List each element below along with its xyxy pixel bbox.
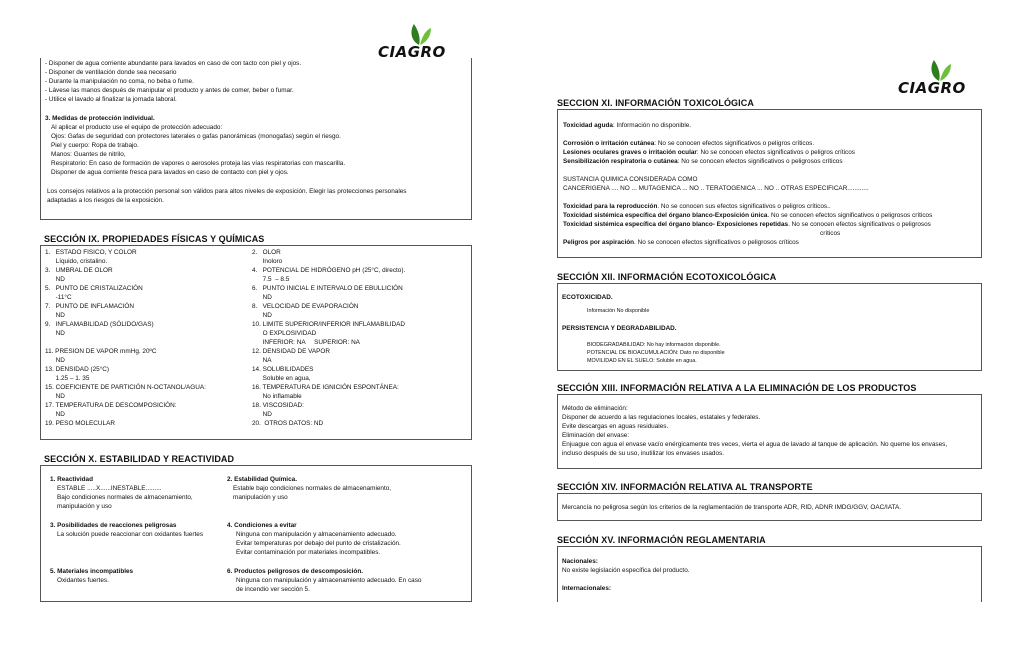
disposal-line: Eliminación del envase: — [562, 432, 630, 439]
reactivity-line: Bajo condiciones normales de almacenamiento, — [57, 494, 193, 501]
hazardous-reactions-title: 3. Posibilidades de reacciones peligrosas — [50, 522, 177, 529]
property-value: ND — [45, 357, 65, 364]
chem-stability-title: 2. Estabilidad Química. — [227, 476, 297, 483]
property-value: ND — [45, 330, 65, 337]
ecotoxicity-value: Información No disponible — [587, 308, 650, 314]
property-value: No inflamable — [252, 393, 302, 400]
tox-line: Toxicidad para la reproducción. No se conocen sus efectos significativos o peligros críticos.. — [563, 203, 831, 210]
acute-toxicity: Toxicidad aguda: Información no disponible. — [563, 122, 692, 129]
hazardous-reactions-line: La solución puede reaccionar con oxidantes fuertes — [57, 531, 204, 538]
section-12-title: SECCIÓN XII. INFORMACIÓN ECOTOXICOLÓGICA — [557, 272, 777, 282]
protection-box — [40, 58, 472, 220]
property-value: ND — [45, 393, 65, 400]
ppe-line: Al aplicar el producto use el equipo de protección adecuado: — [51, 124, 223, 131]
tox-line: Sensibilización respiratoria o cutánea: No se conocen efectos significativos o peligrosos críticos — [563, 158, 843, 165]
disposal-line: Método de eliminación: — [562, 405, 628, 412]
property-value: -11°C — [45, 294, 72, 301]
conditions-avoid-line: Evitar contaminación por materiales incompatibles. — [236, 549, 381, 556]
section-14-title: SECCIÓN XIV. INFORMACIÓN RELATIVA AL TRANSPORTE — [557, 482, 813, 492]
national-value: No existe legislación específica del producto. — [562, 567, 690, 574]
property-value: O EXPLOSIVIDAD — [252, 330, 317, 337]
conditions-avoid-line: Evitar temperaturas por debajo del punto de cristalización. — [236, 540, 401, 547]
tox-line: Toxicidad sistémica específica del órgano blanco- Exposiciones repetidas. No se conocen efectos significativos o peligrosos — [563, 221, 931, 228]
disposal-line: Evite descargas en aguas residuales. — [562, 423, 669, 430]
property-value: 1.25 – 1. 35 — [45, 375, 90, 382]
section-9-col2 — [252, 248, 462, 428]
transport-text: Mercancía no peligrosa según los criterios de la reglamentación de transporte ADR, RID, ADNR IMDG/GGV, OAC/IATA. — [562, 504, 902, 511]
conditions-avoid-title: 4. Condiciones a evitar — [227, 522, 297, 529]
ppe-line: Manos: Guantes de nitrilo, — [51, 151, 126, 158]
property-value: ND — [45, 411, 65, 418]
property-label: 7. PUNTO DE INFLAMACIÓN — [45, 303, 135, 310]
ppe-line: Respiratorio: En caso de formación de vapores o aerosoles proteja las vías respiratorias con mascarilla. — [51, 160, 346, 167]
property-label: 18. VISCOSIDAD: — [252, 402, 304, 409]
brand-name: CIAGRO — [378, 43, 446, 61]
property-label: 9. INFLAMABILIDAD (SÓLIDO/GAS) — [45, 321, 154, 328]
ciagro-logo-right — [898, 58, 982, 96]
decomposition-title: 6. Productos peligrosos de descomposición. — [227, 568, 364, 575]
section-13-title: SECCIÓN XIII. INFORMACIÓN RELATIVA A LA ELIMINACIÓN DE LOS PRODUCTOS — [557, 383, 917, 393]
chem-stability-line: Estable bajo condiciones normales de almacenamiento, — [233, 485, 392, 492]
disposal-line: Enjuague con agua el envase vacío enérgicamente tres veces, vierta el agua de lavado al tanque de aplicación. No queme los envases, — [562, 441, 948, 448]
property-label: 2. OLOR — [252, 249, 281, 256]
ppe-title: 3. Medidas de protección individual. — [45, 115, 155, 122]
property-label: 17. TEMPERATURA DE DESCOMPOSICIÓN: — [45, 402, 177, 409]
aspiration-hazard: Peligros por aspiración. No se conocen efectos significativos o peligrosos críticos — [563, 239, 799, 246]
property-label: 8. VELOCIDAD DE EVAPORACIÓN — [252, 303, 359, 310]
property-label: 14. SOLUBILIDADES — [252, 366, 314, 373]
property-value: Líquido, cristalino. — [45, 258, 108, 265]
ecotoxicity-label: ECOTOXICIDAD. — [562, 294, 613, 301]
reactivity-title: 1. Reactividad — [50, 476, 93, 483]
section-12-box — [557, 283, 982, 371]
section-15-box — [557, 546, 982, 602]
section-9-title: SECCIÓN IX. PROPIEDADES FÍSICAS Y QUÍMICAS — [44, 234, 265, 244]
property-label: 1. ESTADO FISICO, Y COLOR — [45, 249, 137, 256]
eco-line: BIODEGRADABILIDAD: No hay información disponible. — [587, 342, 721, 348]
property-label: 4. POTENCIAL DE HIDRÓGENO pH (25°C, directo). — [252, 267, 406, 274]
eco-line: POTENCIAL DE BIOACUMULACIÓN: Dato no disponible — [587, 350, 725, 356]
brand-name: CIAGRO — [898, 79, 966, 97]
substance-classified: SUSTANCIA QUIMICA CONSIDERADA COMO — [563, 176, 698, 183]
reactivity-line: ESTABLE .....X......INESTABLE......... — [57, 485, 162, 492]
cancer-classification: CANCERIGENA .... NO ... MUTAGENICA ... NO .. TERATOGENICA ... NO .. OTRAS ESPECIFICAR............ — [563, 185, 869, 192]
reactivity-line: manipulación y uso — [57, 503, 112, 510]
tox-line: Lesiones oculares graves o irritación ocular: No se conocen efectos significativos o peligros críticos — [563, 149, 855, 156]
top-line: - Disponer de agua corriente abundante para lavados en caso de con tacto con piel y ojos. — [45, 60, 302, 67]
property-value: ND — [45, 276, 65, 283]
decomposition-line: Ninguna con manipulación y almacenamiento adecuado. En caso — [236, 577, 422, 584]
property-label: 16. TEMPERATURA DE IGNICIÓN ESPONTÁNEA: — [252, 384, 399, 391]
ppe-line: Piel y cuerpo: Ropa de trabajo. — [51, 142, 139, 149]
section-11-box — [557, 109, 982, 258]
top-line: - Durante la manipulación no coma, no beba o fume. — [45, 78, 194, 85]
property-label: 5. PUNTO DE CRISTALIZACIÓN — [45, 285, 143, 292]
section-10-box — [40, 465, 472, 602]
tox-line-wrap: críticos — [820, 230, 841, 237]
property-value: ND — [252, 411, 272, 418]
decomposition-line: de incendio ver sección 5. — [236, 586, 310, 593]
property-value: ND — [252, 312, 272, 319]
top-line: - Utilice el lavado al finalizar la jornada laboral. — [45, 96, 177, 103]
ppe-note: Los consejos relativos a la protección personal son válidos para altos niveles de exposición. Elegir las protecciones personales — [47, 188, 407, 195]
tox-line: Corrosión o irritación cutánea: No se conocen efectos significativos o peligros críticos. — [563, 140, 815, 147]
section-15-title: SECCIÓN XV. INFORMACIÓN REGLAMENTARIA — [557, 535, 766, 545]
incompatible-materials-line: Oxidantes fuertes. — [57, 577, 109, 584]
disposal-line: incluso después de su uso, inutilizar los envases usados. — [562, 450, 724, 457]
property-value: ND — [45, 312, 65, 319]
property-label: 19. PESO MOLECULAR — [45, 420, 115, 427]
property-value: INFERIOR: NA SUPERIOR: NA — [252, 339, 360, 346]
persistence-label: PERSISTENCIA Y DEGRADABILIDAD. — [562, 325, 677, 332]
property-value: Soluble en agua, — [252, 375, 311, 382]
property-label: 13. DENSIDAD (25°C) — [45, 366, 109, 373]
property-label: 6. PUNTO INICIAL E INTERVALO DE EBULLICIÓN — [252, 285, 403, 292]
section-14-box — [557, 493, 982, 521]
ppe-line: Ojos: Gafas de seguridad con protectores laterales o gafas panorámicas (monogafas) según el riesgo. — [51, 133, 341, 140]
property-label: 12. DENSIDAD DE VAPOR — [252, 348, 331, 355]
property-label: 10. LIMITE SUPERIOR/INFERIOR INFLAMABILIDAD — [252, 321, 406, 328]
property-value: NA — [252, 357, 272, 364]
ciagro-logo-left — [378, 22, 462, 60]
property-value: 7.5 – 8.5 — [252, 276, 290, 283]
section-9-col1 — [45, 248, 245, 428]
property-label: 20. OTROS DATOS: ND — [252, 420, 324, 427]
ppe-note: adaptadas a los riesgos de la exposición. — [47, 197, 164, 204]
conditions-avoid-line: Ninguna con manipulación y almacenamiento adecuado. — [236, 531, 397, 538]
top-line: - Lávese las manos después de manipular el producto y antes de comer, beber o fumar. — [45, 87, 294, 94]
property-label: 3. UMBRAL DE OLOR — [45, 267, 113, 274]
chem-stability-line: manipulación y uso — [233, 494, 288, 501]
eco-line: MOVILIDAD EN EL SUELO: Soluble en agua. — [587, 358, 697, 364]
ppe-line: Disponer de agua corriente fresca para lavados en caso de contacto con piel y ojos. — [51, 169, 289, 176]
top-line: - Disponer de ventilación donde sea necesario — [45, 69, 177, 76]
international-label: Internacionales: — [562, 585, 612, 592]
section-13-box — [557, 394, 982, 469]
national-label: Nacionales: — [562, 558, 598, 565]
section-10-title: SECCIÓN X. ESTABILIDAD Y REACTIVIDAD — [44, 454, 235, 464]
property-value: Inoloro — [252, 258, 283, 265]
property-label: 11. PRESION DE VAPOR mmHg. 20ºC — [45, 348, 157, 355]
tox-line: Toxicidad sistémica específica del órgano blanco-Exposición única. No se conocen efectos significativos o peligrosos críticos — [563, 212, 933, 219]
incompatible-materials-title: 5. Materiales incompatibles — [50, 568, 134, 575]
section-11-title: SECCION XI. INFORMACIÓN TOXICOLÓGICA — [557, 98, 754, 108]
disposal-line: Disponer de acuerdo a las regulaciones locales, estatales y federales. — [562, 414, 761, 421]
property-label: 15. COEFICIENTE DE PARTICIÓN N-OCTANOL/AGUA: — [45, 384, 206, 391]
spacer — [45, 338, 245, 347]
section-9-box — [40, 245, 472, 440]
property-value: ND — [252, 294, 272, 301]
